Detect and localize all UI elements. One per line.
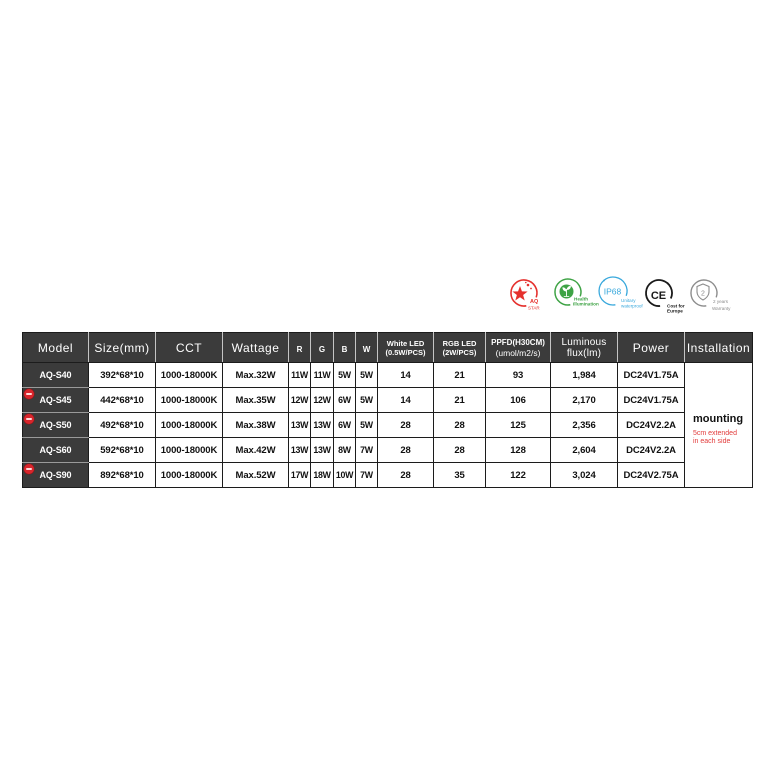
cell-g: 13W — [311, 438, 334, 463]
cell-wattage: Max.35W — [223, 388, 289, 413]
cell-rgb-led: 21 — [434, 388, 486, 413]
aq-star-label: AQ — [530, 299, 539, 305]
cell-w: 5W — [356, 388, 378, 413]
cell-ppfd: 93 — [486, 363, 551, 388]
cell-g: 18W — [311, 463, 334, 488]
cell-flux: 1,984 — [551, 363, 618, 388]
aq-star-badge — [511, 280, 540, 310]
header-ppfd — [486, 333, 551, 363]
cell-r: 12W — [289, 388, 311, 413]
cell-size: 442*68*10 — [89, 388, 156, 413]
cell-power: DC24V2.2A — [618, 438, 685, 463]
spec-table-container — [22, 332, 752, 488]
cell-model — [23, 438, 89, 463]
table-row — [23, 388, 753, 413]
header-rgb-led-line2: (2W/PCS) — [442, 347, 477, 357]
installation-note-line1: 5cm extended — [693, 429, 737, 437]
ip68-mark: IP68 — [603, 286, 622, 297]
new-badge-icon — [24, 389, 34, 399]
cell-flux: 2,170 — [551, 388, 618, 413]
cell-size: 592*68*10 — [89, 438, 156, 463]
cell-r: 13W — [289, 413, 311, 438]
cell-cct: 1000-18000K — [156, 463, 223, 488]
cell-ppfd: 106 — [486, 388, 551, 413]
warranty-badge — [691, 280, 731, 311]
warranty-sublabel: Warranty — [712, 306, 731, 311]
cell-flux: 2,604 — [551, 438, 618, 463]
cell-white-led: 28 — [378, 438, 434, 463]
cell-rgb-led: 21 — [434, 363, 486, 388]
cell-model — [23, 363, 89, 388]
cell-white-led: 28 — [378, 413, 434, 438]
warranty-label: 2 years — [713, 299, 729, 304]
cell-wattage: Max.52W — [223, 463, 289, 488]
cell-b: 6W — [334, 413, 356, 438]
cell-model — [23, 388, 89, 413]
header-white-led — [378, 333, 434, 363]
header-ppfd-line1: PPFD(H30CM) — [491, 337, 545, 347]
header-g-label: G — [318, 344, 326, 354]
ce-label: Cost for — [667, 303, 685, 309]
header-power: Power — [618, 333, 685, 363]
header-size: Size(mm) — [89, 333, 156, 363]
new-badge-icon — [24, 464, 34, 474]
cell-white-led: 14 — [378, 388, 434, 413]
cell-g: 11W — [311, 363, 334, 388]
cell-ppfd: 122 — [486, 463, 551, 488]
cell-power: DC24V1.75A — [618, 363, 685, 388]
cell-model — [23, 463, 89, 488]
cell-wattage: Max.42W — [223, 438, 289, 463]
cell-rgb-led: 28 — [434, 438, 486, 463]
header-w-label: W — [362, 344, 371, 354]
cell-wattage: Max.38W — [223, 413, 289, 438]
cell-cct: 1000-18000K — [156, 388, 223, 413]
cell-w: 5W — [356, 363, 378, 388]
installation-note-line2: in each side — [693, 437, 731, 445]
ce-mark: CE — [650, 290, 667, 302]
cell-white-led: 14 — [378, 363, 434, 388]
header-g — [311, 333, 334, 363]
header-cct: CCT — [156, 333, 223, 363]
cell-b: 5W — [334, 363, 356, 388]
header-ppfd-line2: (umol/m2/s) — [495, 347, 541, 358]
health-label: Health — [574, 296, 589, 302]
cell-model — [23, 413, 89, 438]
cell-power: DC24V1.75A — [618, 388, 685, 413]
cell-size: 392*68*10 — [89, 363, 156, 388]
table-row — [23, 413, 753, 438]
ce-badge — [646, 280, 685, 313]
header-b-label: B — [341, 344, 348, 354]
model-label: AQ-S50 — [39, 420, 72, 430]
cell-w: 5W — [356, 413, 378, 438]
new-badge-icon — [24, 414, 34, 424]
warranty-mark: 2 — [701, 290, 705, 298]
model-label: AQ-S40 — [39, 370, 72, 380]
cell-power: DC24V2.2A — [618, 413, 685, 438]
cell-g: 13W — [311, 413, 334, 438]
cell-g: 12W — [311, 388, 334, 413]
cell-rgb-led: 35 — [434, 463, 486, 488]
cell-white-led: 28 — [378, 463, 434, 488]
cell-r: 11W — [289, 363, 311, 388]
header-r — [289, 333, 311, 363]
table-row — [23, 463, 753, 488]
model-label: AQ-S90 — [39, 470, 72, 480]
cell-cct: 1000-18000K — [156, 363, 223, 388]
cell-cct: 1000-18000K — [156, 413, 223, 438]
installation-title: mounting — [693, 412, 744, 425]
cell-b: 6W — [334, 388, 356, 413]
cell-size: 892*68*10 — [89, 463, 156, 488]
cell-cct: 1000-18000K — [156, 438, 223, 463]
health-sublabel: Illumination — [573, 301, 599, 307]
certification-badges — [500, 272, 750, 320]
ip68-label: Unitary — [621, 298, 636, 303]
cell-wattage: Max.32W — [223, 363, 289, 388]
cell-b: 10W — [334, 463, 356, 488]
header-installation: Installation — [685, 333, 753, 363]
header-flux-line1: Luminous — [561, 336, 607, 348]
header-r-label: R — [296, 344, 303, 354]
health-badge — [555, 279, 599, 306]
table-row — [23, 363, 753, 388]
aq-star-sublabel: STAR — [528, 305, 540, 311]
header-rgb-led-line1: RGB LED — [442, 338, 477, 348]
spec-table — [22, 332, 753, 488]
ip68-badge — [599, 277, 643, 309]
cell-r: 17W — [289, 463, 311, 488]
table-row — [23, 438, 753, 463]
cell-w: 7W — [356, 463, 378, 488]
header-b — [334, 333, 356, 363]
ip68-sublabel: waterproof — [621, 303, 643, 309]
cell-rgb-led: 28 — [434, 413, 486, 438]
cell-ppfd: 125 — [486, 413, 551, 438]
model-label: AQ-S60 — [39, 445, 72, 455]
cell-ppfd: 128 — [486, 438, 551, 463]
header-flux — [551, 333, 618, 363]
header-white-led-line2: (0.5W/PCS) — [385, 347, 426, 357]
header-wattage: Wattage — [223, 333, 289, 363]
header-white-led-line1: White LED — [386, 338, 425, 348]
model-label: AQ-S45 — [39, 395, 72, 405]
installation-cell — [685, 363, 753, 488]
cell-flux: 3,024 — [551, 463, 618, 488]
cell-r: 13W — [289, 438, 311, 463]
cell-flux: 2,356 — [551, 413, 618, 438]
cell-w: 7W — [356, 438, 378, 463]
header-rgb-led — [434, 333, 486, 363]
header-w — [356, 333, 378, 363]
cell-size: 492*68*10 — [89, 413, 156, 438]
ce-sublabel: Europe — [667, 308, 683, 314]
header-model: Model — [23, 333, 89, 363]
cell-b: 8W — [334, 438, 356, 463]
cell-power: DC24V2.75A — [618, 463, 685, 488]
table-header-row — [23, 333, 753, 363]
header-flux-line2: flux(lm) — [566, 347, 602, 359]
